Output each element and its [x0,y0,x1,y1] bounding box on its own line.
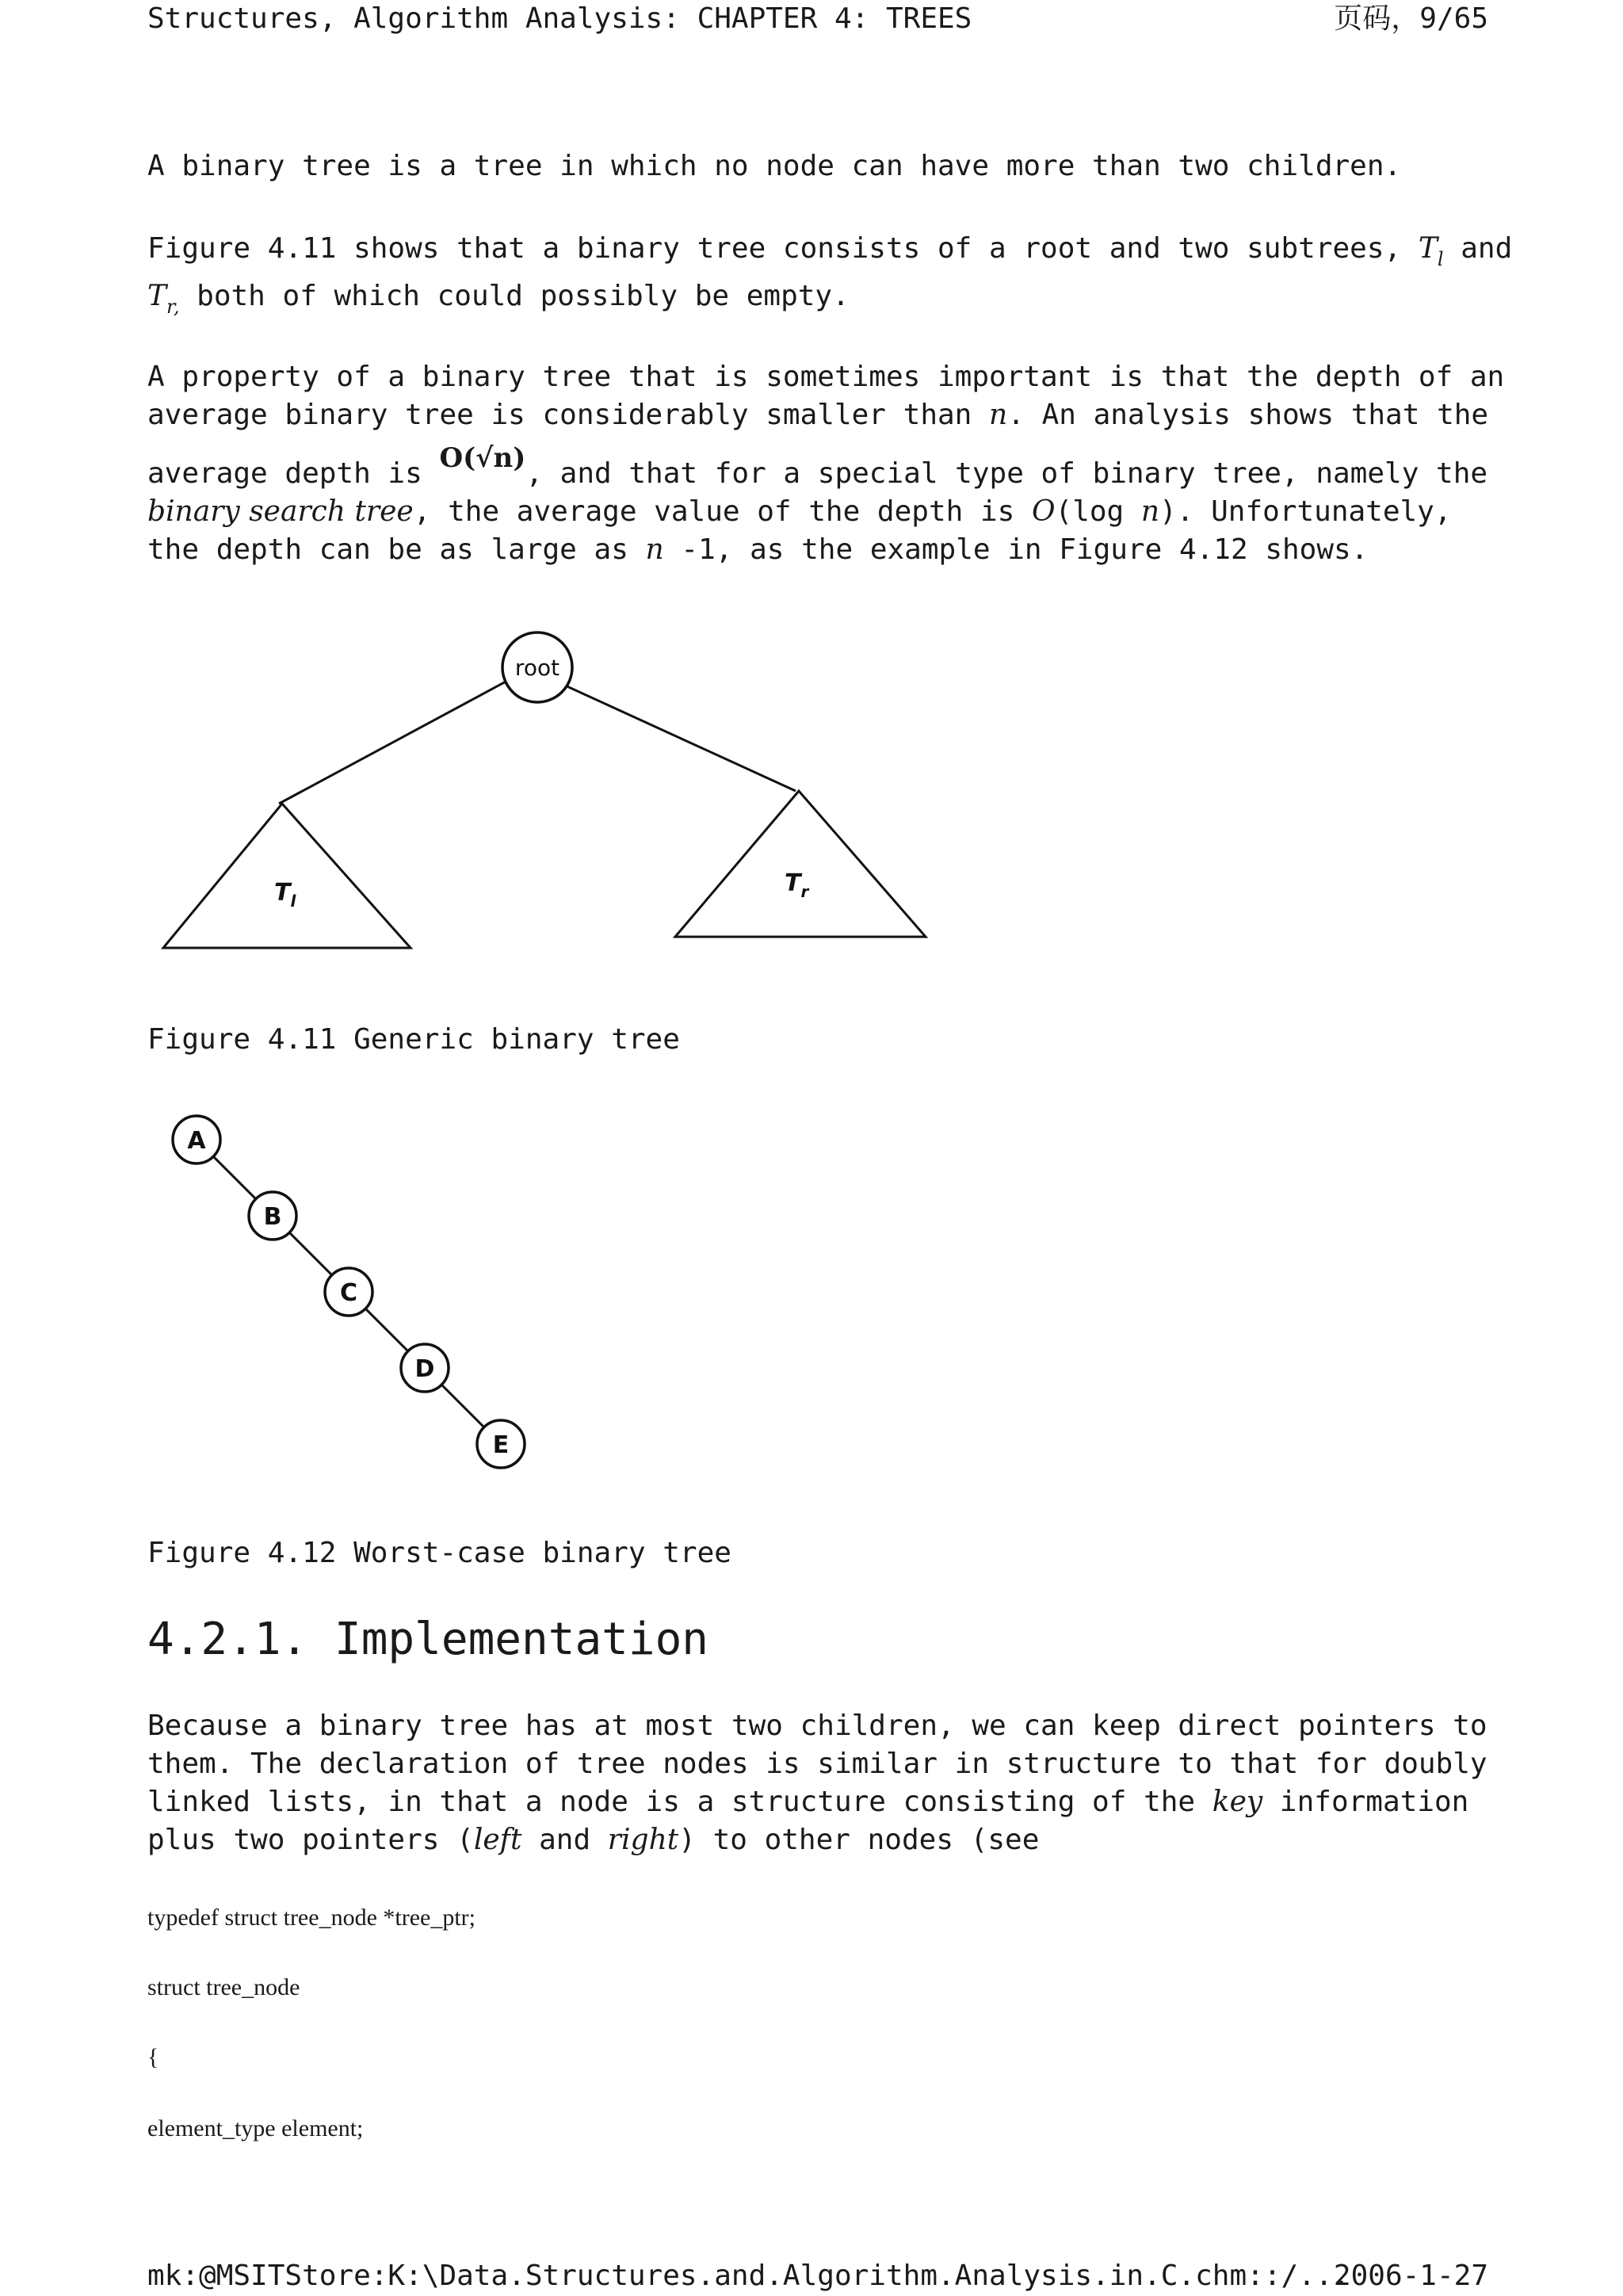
right-subtree-label: $T_r$ [785,869,809,901]
tree-node-c [325,1268,372,1316]
root-node-label: root [514,655,560,681]
text-line: Because a binary tree has at most two children, we can keep direct pointers to [147,1710,1487,1742]
code-line-open-brace: { [147,2044,159,2070]
text-span: Figure 4.11 shows that a binary tree consists of a root and two subtrees, [147,232,1419,265]
text-span: -1, as the example in Figure 4.12 shows. [663,533,1369,566]
node-label: C [339,1279,358,1307]
edge-root-right [553,680,796,791]
left-subtree-label: $T_l$ [274,879,296,911]
math-o: O [1032,495,1056,528]
text-span: (log [1055,495,1141,528]
text-span: . An analysis shows that the [1007,399,1489,431]
footer-date: 2006-1-27 [1333,2260,1488,2292]
figure-4-11-caption: Figure 4.11 Generic binary tree [147,1023,680,1056]
code-line-element: element_type element; [147,2115,364,2141]
page-number: 页码，9/65 [1334,2,1488,35]
text-span: plus two pointers ( [147,1824,474,1856]
text-line: A binary tree is a tree in which no node can have more than two children. [147,150,1402,182]
text-span: average depth is [147,457,440,490]
text-span: , the average value of the depth is [413,495,1032,528]
text-span: , and that for a special type of binary tree, namely the [525,457,1488,490]
text-span: average binary tree is considerably smaller than [147,399,990,431]
text-span: both of which could possibly be empty. [179,280,850,312]
text-line: them. The declaration of tree nodes is similar in structure to that for doubly [147,1748,1487,1780]
math-o-sqrt-n: O(√n) [439,442,526,474]
term-left: left [473,1824,522,1856]
text-span: the depth can be as large as [147,533,646,566]
math-t: T [147,280,167,312]
paragraph-binary-tree-definition [147,147,1479,185]
figure-generic-binary-tree [143,610,967,975]
node-label: E [492,1431,510,1459]
term-right: right [607,1824,679,1856]
text-span: and [521,1824,608,1856]
node-label: B [263,1203,282,1231]
math-subscript: r, [166,296,180,318]
text-span: ) to other nodes (see [678,1824,1040,1856]
text-line: A property of a binary tree that is sometimes important is that the depth of an [147,361,1505,393]
code-line-typedef: typedef struct tree_node *tree_ptr; [147,1904,475,1931]
text-span: and [1443,232,1513,265]
node-label: A [187,1127,206,1155]
figure-worst-case-binary-tree [151,1102,547,1482]
text-span: information [1262,1786,1469,1818]
math-n: n [989,399,1008,431]
tree-node-e [477,1420,525,1468]
footer-source-path: mk:@MSITStore:K:\Data.Structures.and.Algorithm.Analysis.in.C.chm::/... [147,2260,1350,2292]
math-n: n [1140,495,1160,528]
term-binary-search-tree: binary search tree [147,495,414,528]
left-subtree-triangle [163,804,411,948]
tree-node-d [401,1344,449,1392]
text-span: ). Unfortunately, [1159,495,1452,528]
paragraph-figure-4-11-description [147,225,1513,320]
node-label: D [414,1355,435,1383]
term-key: key [1212,1786,1263,1818]
text-span: linked lists, in that a node is a structure consisting of the [147,1786,1212,1818]
tree-node-a [173,1116,220,1163]
edge-root-left [279,680,509,804]
page-header-title: Structures, Algorithm Analysis: CHAPTER 4: TREES [147,2,972,35]
figure-4-12-caption: Figure 4.12 Worst-case binary tree [147,1537,731,1569]
math-subscript: l [1437,248,1444,270]
math-n: n [645,533,664,566]
right-subtree-triangle [675,791,926,937]
math-t: T [1418,232,1438,265]
tree-node-b [249,1192,296,1240]
paragraph-implementation [147,1707,1487,1859]
code-line-struct: struct tree_node [147,1974,300,2000]
section-heading: 4.2.1. Implementation [147,1614,709,1665]
paragraph-depth-property [147,358,1505,569]
